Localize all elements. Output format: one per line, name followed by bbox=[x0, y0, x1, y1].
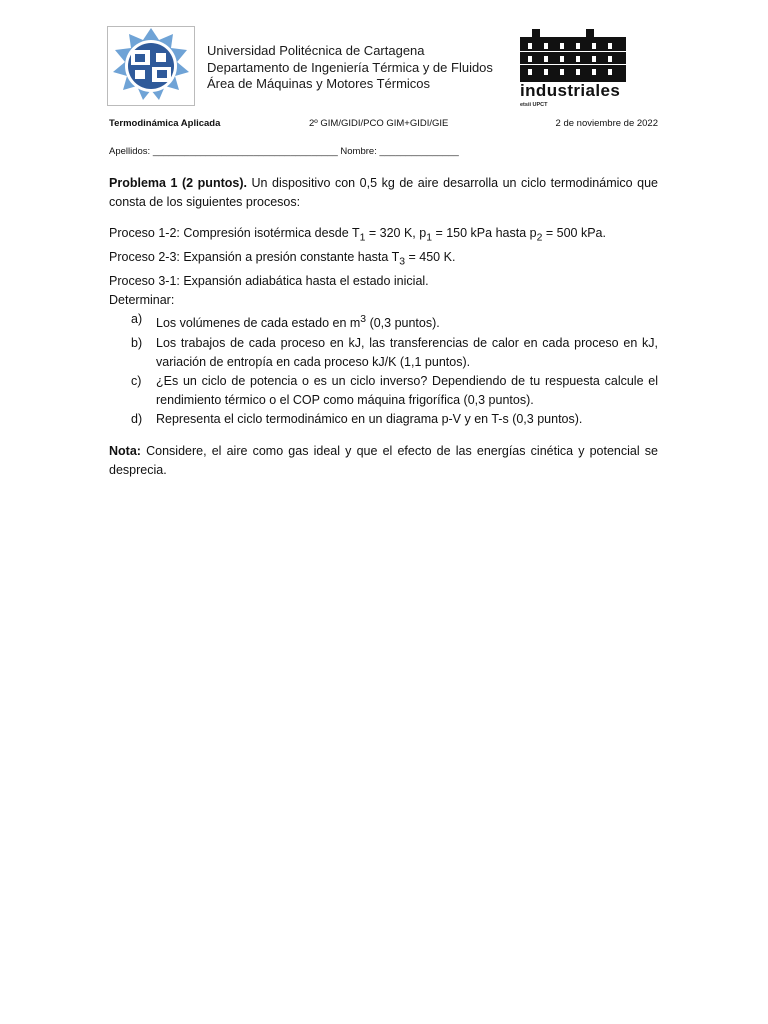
course-info-row bbox=[109, 118, 658, 132]
note bbox=[109, 442, 658, 480]
industriales-logo-subtext: etsii UPCT bbox=[520, 102, 548, 108]
problem-body bbox=[109, 174, 658, 480]
process-1-2: Proceso 1-2: Compresión isotérmica desde $T_1 = 320$ K, $p_1 = 150$ kPa hasta $p_2 = 500$ kPa. bbox=[109, 226, 606, 244]
exam-date: 2 de noviembre de 2022 bbox=[555, 118, 658, 129]
list-item: a) Los volúmenes de cada estado en $m^3$ (0,3 puntos). bbox=[131, 312, 440, 331]
question-list bbox=[109, 310, 658, 429]
problem-intro bbox=[109, 174, 658, 212]
upct-logo-icon bbox=[107, 26, 195, 106]
industriales-logo-text: industriales bbox=[520, 81, 621, 100]
degree-codes: 2º GIM/GIDI/PCO GIM+GIDI/GIE bbox=[309, 118, 449, 129]
area-name: Área de Máquinas y Motores Térmicos bbox=[207, 76, 431, 91]
list-item: b) Los trabajos de cada proceso en kJ, las transferencias de calor en cada proceso en kJ, variación de entropía en cada proceso kJ/K (1,1 puntos). bbox=[131, 335, 658, 369]
process-3-1: Proceso 3-1: Expansión adiabática hasta el estado inicial. bbox=[109, 273, 429, 288]
university-name: Universidad Politécnica de Cartagena bbox=[207, 43, 425, 58]
list-item: d) Representa el ciclo termodinámico en un diagrama p-V y en T-s (0,3 puntos). bbox=[131, 412, 583, 427]
process-2-3: Proceso 2-3: Expansión a presión constante hasta $T_3 = 450$ K. bbox=[109, 250, 456, 268]
list-item: c) ¿Es un ciclo de potencia o es un ciclo inverso? Dependiendo de tu respuesta calcule el rendimiento térmico o el COP como máquina frigorífica (0,3 puntos). bbox=[131, 373, 658, 408]
surname-field: Apellidos: ___________________________________ bbox=[109, 146, 338, 157]
note-label: Nota: bbox=[109, 443, 141, 458]
note-text: Considere, el aire como gas ideal y que el efecto de las energías cinética y potencial se desprecia. bbox=[109, 443, 658, 477]
course-name: Termodinámica Aplicada bbox=[109, 118, 221, 129]
problem-title: Problema 1 (2 puntos). bbox=[109, 176, 247, 190]
determine-label: Determinar: bbox=[109, 293, 175, 308]
university-header bbox=[207, 43, 493, 93]
problem-intro-text: Un dispositivo con 0,5 kg de aire desarrolla un ciclo termodinámico que consta de los siguientes procesos: bbox=[109, 176, 658, 210]
student-fields bbox=[109, 146, 459, 157]
name-field: Nombre: _______________ bbox=[340, 146, 459, 157]
department-name: Departamento de Ingeniería Térmica y de Fluidos bbox=[207, 59, 493, 75]
